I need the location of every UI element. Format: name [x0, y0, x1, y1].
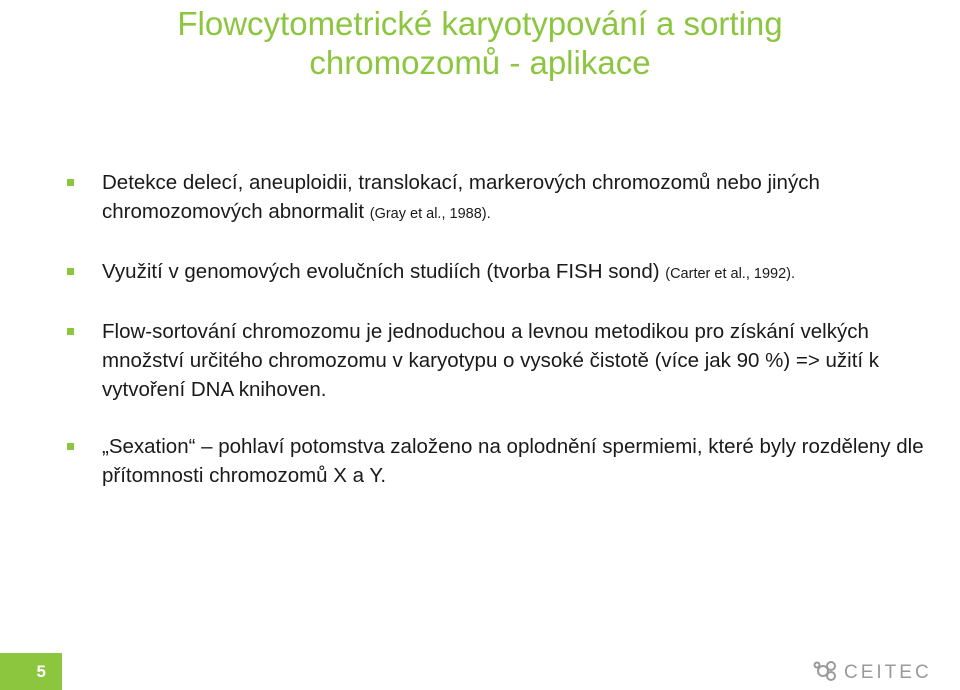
- bullet-square-icon: [67, 268, 74, 275]
- page-number: 5: [0, 653, 62, 690]
- bullet-square-icon: [67, 179, 74, 186]
- bullet-text: „Sexation“ – pohlaví potomstva založeno na oplodnění spermiemi, které byly rozděleny dle přítomnosti chromozomů X a Y.: [102, 435, 924, 487]
- bullet-square-icon: [67, 443, 74, 450]
- bullet-text: Detekce delecí, aneuploidii, translokací, markerových chromozomů nebo jiných chromozomových abnormalit: [102, 171, 820, 223]
- bullet-list: [64, 168, 944, 490]
- bullet-citation: (Gray et al., 1988).: [369, 206, 491, 222]
- bullet-citation: (Carter et al., 1992).: [665, 266, 795, 282]
- ceitec-logo-icon: [815, 662, 836, 680]
- bullet-text: Flow-sortování chromozomu je jednoduchou a levnou metodikou pro získání velkých množství určitého chromozomu v karyotypu o vysoké čistotě (více jak 90 %) => užití k vytvoření DNA knihoven.: [102, 320, 880, 401]
- ceitec-logo-text: CEITEC: [844, 662, 932, 683]
- slide-title: [0, 0, 960, 82]
- ceitec-logo: [812, 656, 952, 686]
- bullet-square-icon: [67, 328, 74, 335]
- bullet-item: [64, 257, 944, 289]
- bullet-item: [64, 168, 944, 229]
- bullet-item: [64, 317, 944, 404]
- bullet-item: [64, 432, 944, 490]
- slide-title-line-1: Flowcytometrické karyotypování a sorting: [177, 5, 783, 42]
- slide-title-line-2: chromozomů - aplikace: [309, 44, 651, 81]
- bullet-text: Využití v genomových evolučních studiích (tvorba FISH sond): [102, 260, 666, 283]
